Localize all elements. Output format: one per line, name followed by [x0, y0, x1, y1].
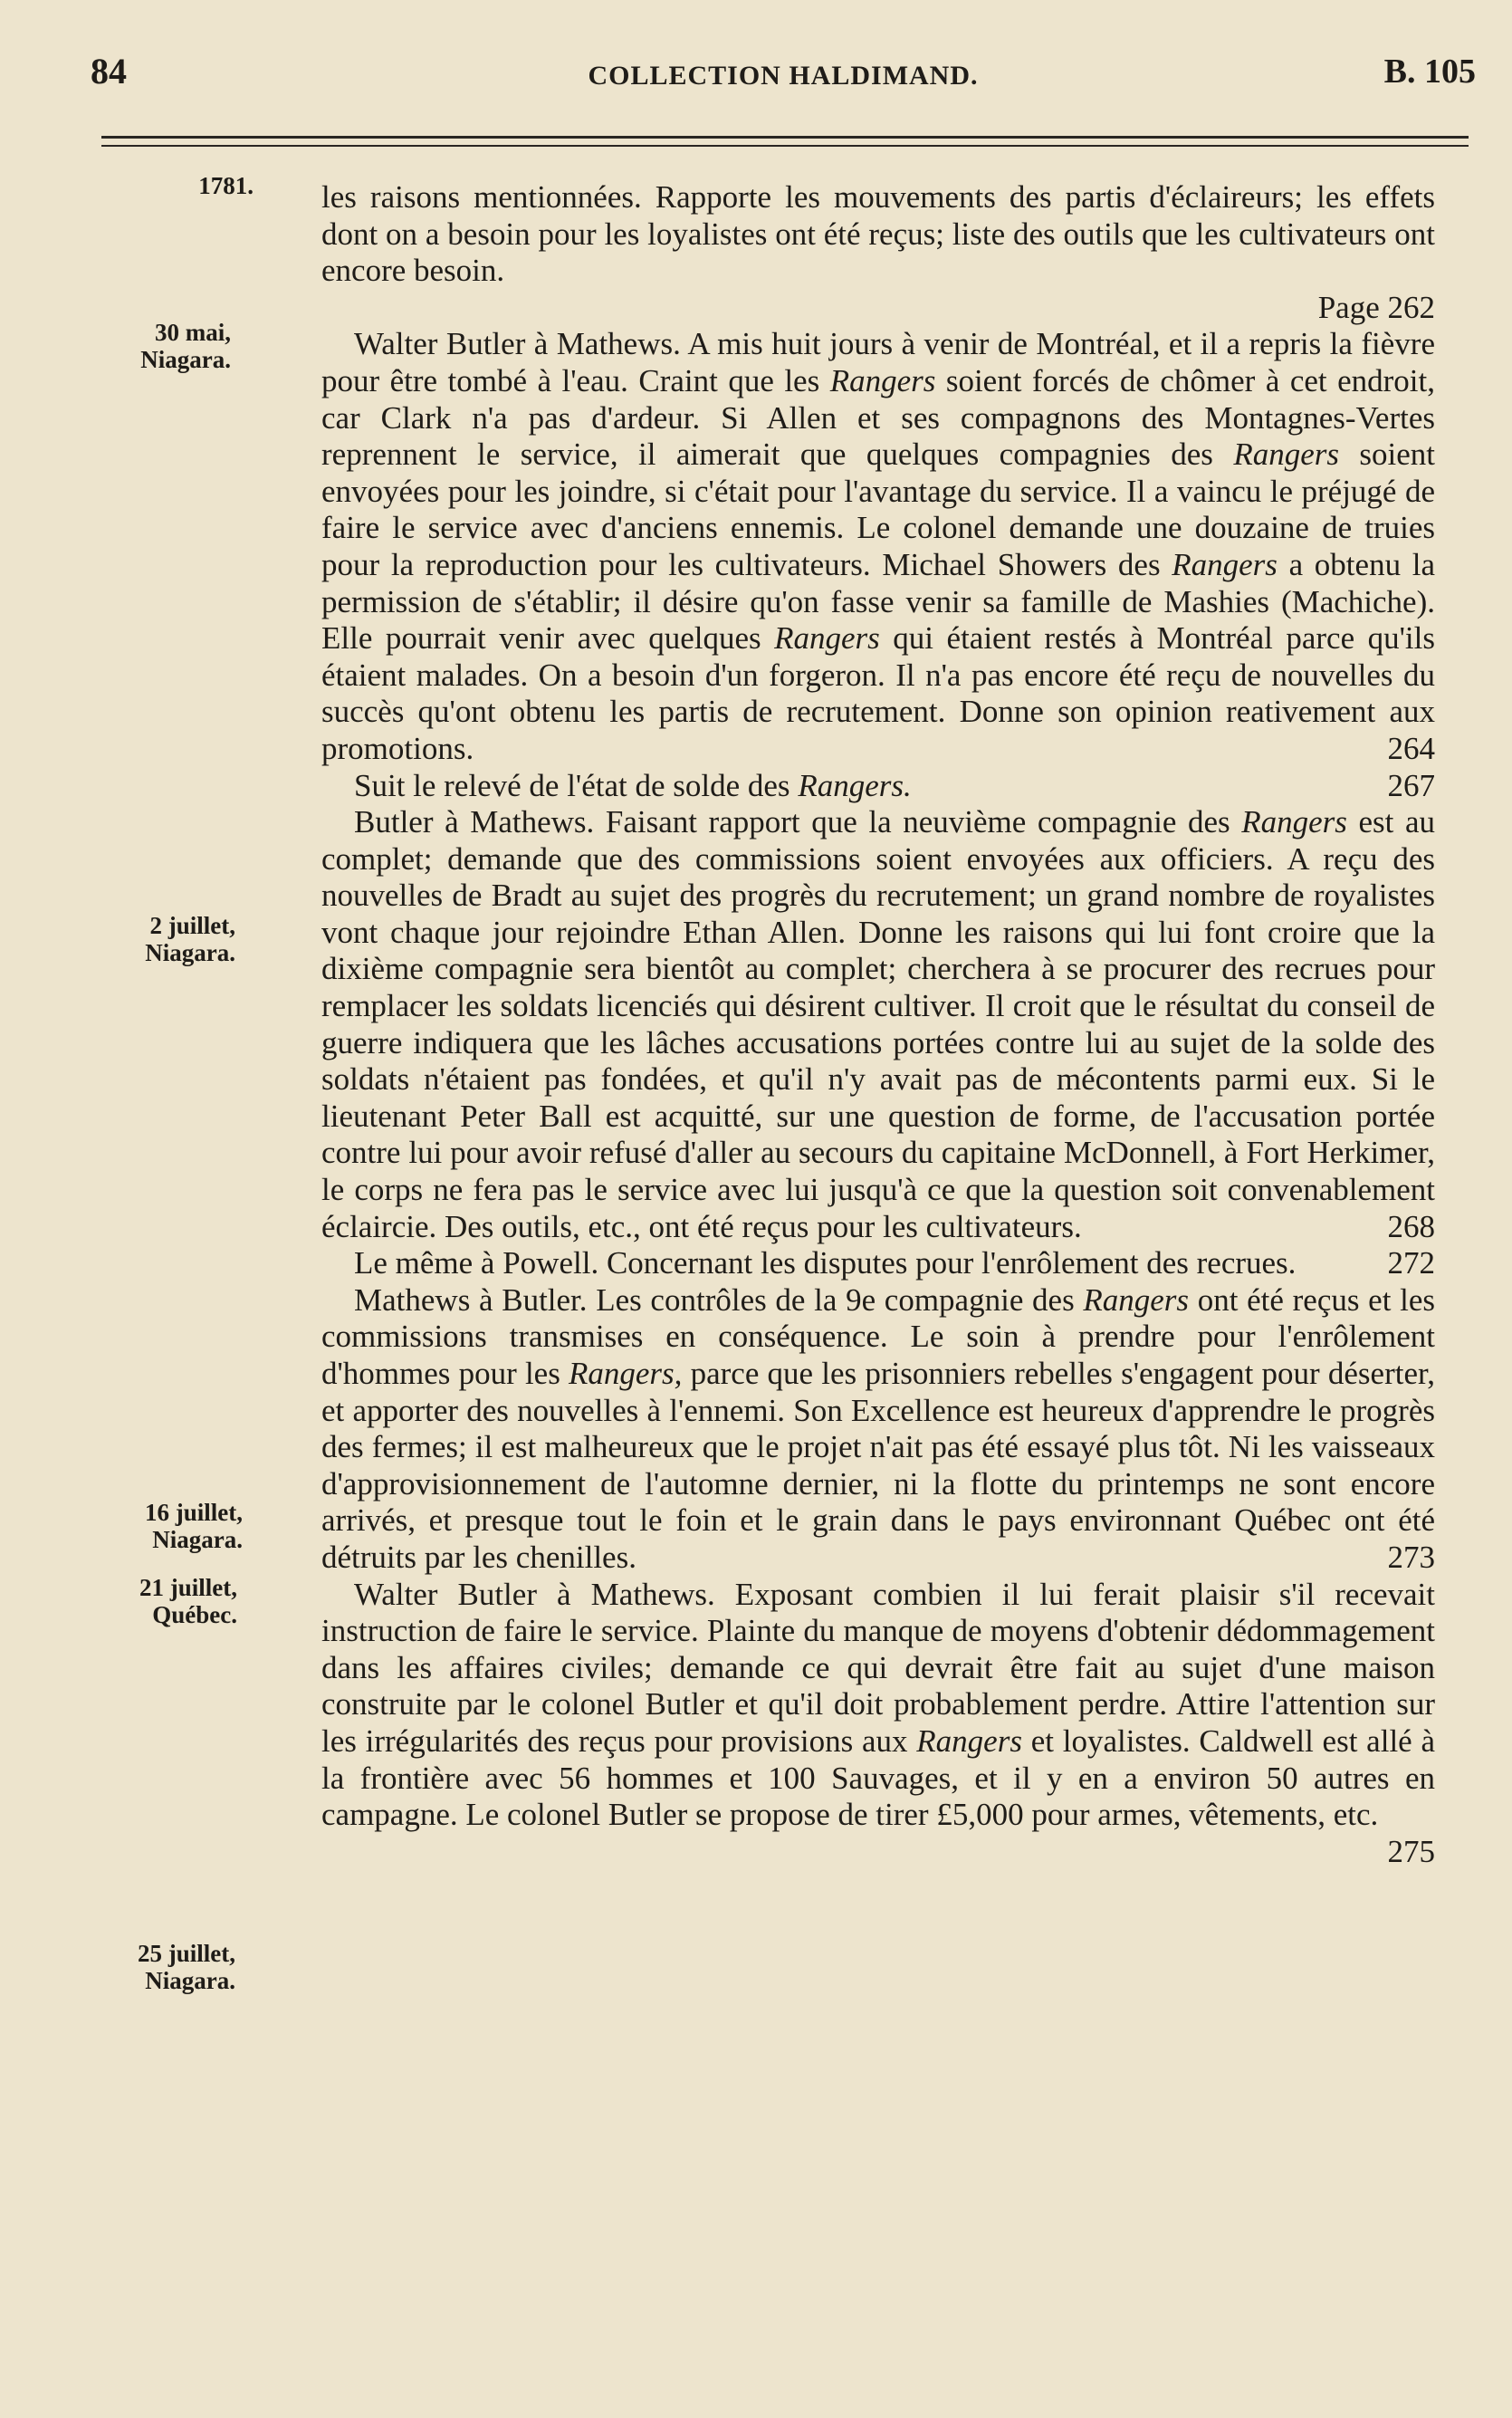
entry-text: et loyalistes. Caldwell est allé à la frontière avec 56 hommes et 100 Sauvages, et il y en a environ 50 autres en campagne. Le colonel Butler se propose de tirer £5,000 pour armes, vêtements, etc.: [321, 1722, 1435, 1833]
entry-italic-text: Rangers: [1083, 1281, 1190, 1318]
entry-italic-text: Rangers: [916, 1722, 1022, 1759]
running-title: COLLECTION HALDIMAND.: [588, 61, 979, 91]
margin-line: 1781.: [198, 172, 254, 199]
margin-line: Niagara.: [145, 1967, 235, 1994]
margin-line: 21 juillet,: [139, 1574, 237, 1601]
entry-text: Le même à Powell. Concernant les disputes pour l'enrôlement des recrues.: [354, 1245, 1297, 1281]
entry-paragraph: [321, 1282, 1435, 1577]
entry-text: soient forcés de chômer à cet endroit, car Clark n'a pas d'ardeur. Si Allen et ses compagnons des Montagnes-Vertes reprennent le service, il aimerait que quelques compagnies des: [321, 362, 1435, 473]
page-reference: 275: [1387, 1833, 1435, 1869]
entry-text: Suit le relevé de l'état de solde des: [354, 767, 799, 803]
entry-text: soient envoyées pour les joindre, si c'était pour l'avantage du service. Il a vaincu le préjugé de faire le service avec d'anciens ennemis. Le colonel demande une douzaine de truies pour la reproduction pour les cultivateurs. Michael Showers des: [321, 437, 1435, 582]
entry-italic-text: Rangers: [829, 362, 936, 398]
margin-date-note: [91, 912, 235, 966]
entry-italic-text: Rangers: [1241, 804, 1347, 840]
margin-line: 25 juillet,: [138, 1940, 235, 1967]
entry-text: parce que les prisonniers rebelles s'engagent pour déserter, et apporter des nouvelles à l'ennemi. Son Excellence est heureux d'apprendre le progrès des fermes; il est malheureux que le projet n'ait pas été essayé plus tôt. Ni les vaisseaux d'approvisionnement de l'automne dernier, ni la flotte du printemps ne sont encore arrivés, et presque tout le foin et le grain dans le pays environnant Québec ont été détruits par les chenilles.: [321, 1356, 1435, 1575]
margin-date-note: [98, 1499, 243, 1553]
margin-line: 16 juillet,: [145, 1499, 243, 1526]
entry-text: Walter Butler à Mathews. Exposant combien il lui ferait plaisir s'il recevait instruction de faire le service. Plainte du manque de moyens d'obtenir dédommagement dans les affaires civiles; demande ce qui devrait être fait au sujet d'une maison construite par le colonel Butler et qu'il doit probablement perdre. Attire l'attention sur les irrégularités des reçus pour provisions aux: [321, 1576, 1435, 1759]
page-reference: 264: [1387, 730, 1435, 766]
entry-italic-text: Rangers: [1172, 546, 1278, 582]
page-reference: 268: [1387, 1208, 1435, 1244]
entry-italic-text: Rangers: [774, 620, 880, 657]
entry-paragraph: [321, 326, 1435, 767]
margin-year: [109, 172, 254, 199]
page-reference: Page 262: [1317, 289, 1435, 325]
volume-reference: B. 105: [1383, 53, 1476, 91]
entry-text: a obtenu la permission de s'établir; il désire qu'on fasse venir sa famille de Mashies (Machiche). Elle pourrait venir avec quelques: [321, 546, 1435, 657]
page-header: [91, 50, 1476, 104]
margin-date-note: [91, 1940, 235, 1994]
header-rule: [101, 145, 1469, 147]
page-number: 84: [91, 51, 127, 91]
entry-paragraph: [321, 1576, 1435, 1869]
entry-paragraph: [321, 179, 1435, 290]
page-reference: 272: [1387, 1245, 1435, 1281]
page-reference: 267: [1387, 767, 1435, 803]
margin-line: 2 juillet,: [149, 912, 235, 939]
entry-italic-text: Rangers.: [798, 767, 912, 803]
header-rule: [101, 136, 1469, 139]
entry-text: Walter Butler à Mathews. A mis huit jours à venir de Montréal, et il a repris la fièvre pour être tombé à l'eau. Craint que les: [321, 326, 1435, 398]
page-reference: 273: [1387, 1539, 1435, 1575]
margin-line: Niagara.: [152, 1526, 243, 1553]
margin-line: Québec.: [152, 1601, 237, 1628]
entry-text: Butler à Mathews. Faisant rapport que la neuvième compagnie des: [354, 804, 1242, 840]
margin-line: Niagara.: [140, 346, 231, 373]
entry-text: ont été reçus et les commissions transmises en conséquence. Le soin à prendre pour l'enrôlement d'hommes pour les: [321, 1281, 1435, 1391]
margin-date-note: [86, 319, 231, 373]
body-text: [321, 179, 1435, 1870]
entry-text: qui étaient restés à Montréal parce qu'ils étaient malades. On a besoin d'un forgeron. Il n'a pas encore été reçu de nouvelles du succès qu'ont obtenu les partis de recrutement. Donne son opinion reativement aux promotions.: [321, 620, 1436, 766]
margin-date-note: [92, 1574, 237, 1628]
entry-paragraph: [321, 804, 1435, 1245]
entry-paragraph: [321, 1245, 1435, 1282]
entry-text: les raisons mentionnées. Rapporte les mouvements des partis d'éclaireurs; les effets dont on a besoin pour les loyalistes ont été reçus; liste des outils que les cultivateurs ont encore besoin.: [321, 179, 1435, 289]
entry-text: Mathews à Butler. Les contrôles de la 9e compagnie des: [354, 1281, 1084, 1318]
margin-line: Niagara.: [145, 939, 235, 966]
entry-text: est au complet; demande que des commissions soient envoyées aux officiers. A reçu des nouvelles de Bradt au sujet des progrès du recrutement; un grand nombre de royalistes vont chaque jour rejoindre Ethan Allen. Donne les raisons qui lui font croire que la dixième compagnie sera bientôt au complet; cherchera à se procurer des recrues pour remplacer les soldats licenciés qui désirent cultiver. Il croit que le résultat du conseil de guerre indiquera que les lâches accusations portées contre lui au sujet de la solde des soldats n'étaient pas fondées, et qu'il n'y avait pas de mécontents parmi eux. Si le lieutenant Peter Ball est acquitté, sur une question de forme, de l'accusation portée contre lui pour avoir refusé d'aller au secours du capitaine McDonnell, à Fort Herkimer, le corps ne fera pas le service avec lui jusqu'à ce que la question soit convenablement éclaircie. Des outils, etc., ont été reçus pour les cultivateurs.: [321, 804, 1435, 1244]
entry-italic-text: Rangers: [1233, 437, 1339, 473]
entry-italic-text: Rangers,: [569, 1356, 683, 1391]
margin-line: 30 mai,: [155, 319, 231, 346]
entry-paragraph: [321, 768, 1435, 805]
